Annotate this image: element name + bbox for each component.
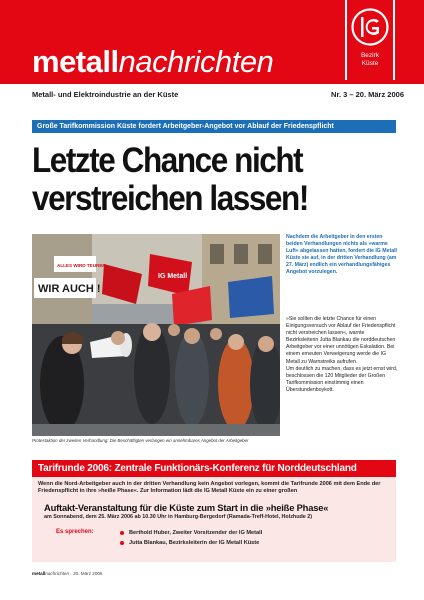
banner-text: WIR AUCH ! xyxy=(38,283,101,295)
igmetall-logo xyxy=(345,0,395,80)
flag-shape xyxy=(228,276,274,318)
issue-date: Nr. 3 – 20. März 2006 xyxy=(331,90,404,99)
speaker-name: Berthold Huber, Zweiter Vorsitzender der IG Metall xyxy=(129,530,263,536)
headline-line-2: verstreichen lassen! xyxy=(32,179,308,218)
masthead-part-2: nachrichten xyxy=(118,44,274,79)
footer-brand-2: nachrichten xyxy=(45,571,70,576)
article-body xyxy=(286,316,398,394)
speaker-label: Es sprechen: xyxy=(56,529,94,535)
speaker-item xyxy=(120,538,390,548)
event-date: am Sonnabend, dem 25. März 2006 ab 10.30 Uhr in Hamburg-Bergedorf (Ramada-Treff-Hotel, Holzhude 2) xyxy=(44,514,313,520)
bullet-icon xyxy=(120,531,124,535)
headline xyxy=(32,142,365,218)
footer-date: 20. März 2006 xyxy=(73,571,103,576)
speaker-list xyxy=(120,528,390,548)
masthead-part-1: metall xyxy=(32,44,119,79)
logo-line-1: Bezirk xyxy=(360,52,380,59)
sign-text: ALLES WIRD TEURER xyxy=(57,263,106,268)
box-title: Tarifrunde 2006: Zentrale Funktionärs-Konferenz für Norddeutschland xyxy=(32,460,396,477)
page-footer: metallnachrichten · 20. März 2006 xyxy=(32,571,103,576)
flag-text: IG Metall xyxy=(158,273,188,280)
igmetall-emblem-icon xyxy=(351,8,389,46)
photo-caption: Protestaktion der zweiten Verhandlung: Die Beschäftigten verlangen ein annehmbares Angebot der Arbeitgeber xyxy=(32,438,249,443)
body-paragraph: Um deutlich zu machen, dass es jetzt ernst wird, beschlossen die 120 Mitglieder der Großen Tarifkommission einstimmig einen Überstundenboykott. xyxy=(286,365,398,393)
subline: Metall- und Elektroindustrie an der Küste xyxy=(32,90,179,99)
kicker-bar: Große Tarifkommission Küste fordert Arbeitgeber-Angebot vor Ablauf der Friedenspflicht xyxy=(32,120,396,133)
conference-box xyxy=(32,460,396,562)
footer-brand-1: metall xyxy=(32,571,46,576)
protest-scene xyxy=(32,234,280,436)
speaker-name: Jutta Blankau, Bezirksleiterin der IG Metall Küste xyxy=(129,540,260,546)
bullet-icon xyxy=(120,541,124,545)
speaker-item xyxy=(120,528,390,538)
logo-region-label xyxy=(347,52,393,68)
protest-photo xyxy=(32,234,280,436)
lead-paragraph: Nachdem die Arbeitgeber in den ersten beiden Verhandlungen nichts als »warme Luft« abgelassen hatten, fordert die IG Metall Küste sie auf, in der dritten Verhandlung (am 27. März) endlich ein verhandlungsfähiges Angebot vorzulegen. xyxy=(286,234,397,276)
logo-line-2: Küste xyxy=(361,60,379,67)
box-intro: Wenn die Nord-Arbeitgeber auch in der dritten Verhandlung kein Angebot vorlegen, kommt die Tarifrunde 2006 mit dem Ende der Friedenspflicht in ihre »heiße Phase«. Zur Information lädt die IG Metall Küste ein zu einer großen xyxy=(38,481,381,495)
masthead xyxy=(32,44,273,80)
event-title: Auftakt-Veranstaltung für die Küste zum Start in die »heiße Phase« xyxy=(44,502,329,513)
headline-line-1: Letzte Chance nicht xyxy=(32,141,303,180)
body-paragraph: »Sie sollten die letzte Chance für einen Einigungsversuch vor Ablauf der Friedenspflicht nicht verstreichen lassen«, warnte Bezirksleiterin Jutta Blankau die norddeutschen Arbeitgeber vor einer unnötigen Eskalation. Bei einem erneuten Verweigerung werde die IG Metall zu Warnstreiks aufrufen. xyxy=(286,316,396,365)
